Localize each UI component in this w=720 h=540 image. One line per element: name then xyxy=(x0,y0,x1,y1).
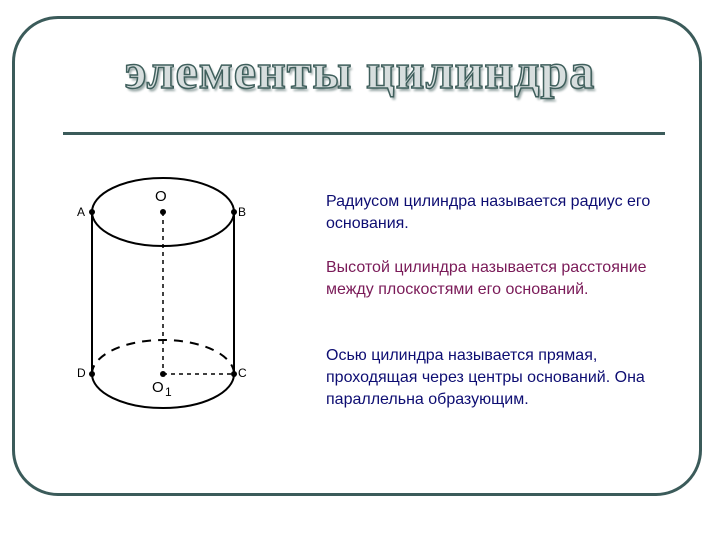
point-c xyxy=(231,371,237,377)
definition-radius: Радиусом цилиндра называется радиус его основания. xyxy=(326,193,651,232)
point-d xyxy=(89,371,95,377)
label-o1-subscript: 1 xyxy=(165,385,172,399)
definition-height: Высотой цилиндра называется расстояние между плоскостями его оснований. xyxy=(326,259,647,298)
label-b: B xyxy=(238,205,247,219)
label-a: A xyxy=(77,205,86,219)
point-o1 xyxy=(160,371,166,377)
point-o xyxy=(160,209,166,215)
point-b xyxy=(231,209,237,215)
label-o: O xyxy=(155,188,167,205)
label-d: D xyxy=(77,366,86,380)
definition-axis: Осью цилиндра называется прямая, проходящая через центры оснований. Она параллельна образующим. xyxy=(326,347,645,408)
label-o1: O xyxy=(152,379,164,396)
point-a xyxy=(89,209,95,215)
slide-title: элементы цилиндра xyxy=(124,43,596,99)
label-c: C xyxy=(238,366,247,380)
